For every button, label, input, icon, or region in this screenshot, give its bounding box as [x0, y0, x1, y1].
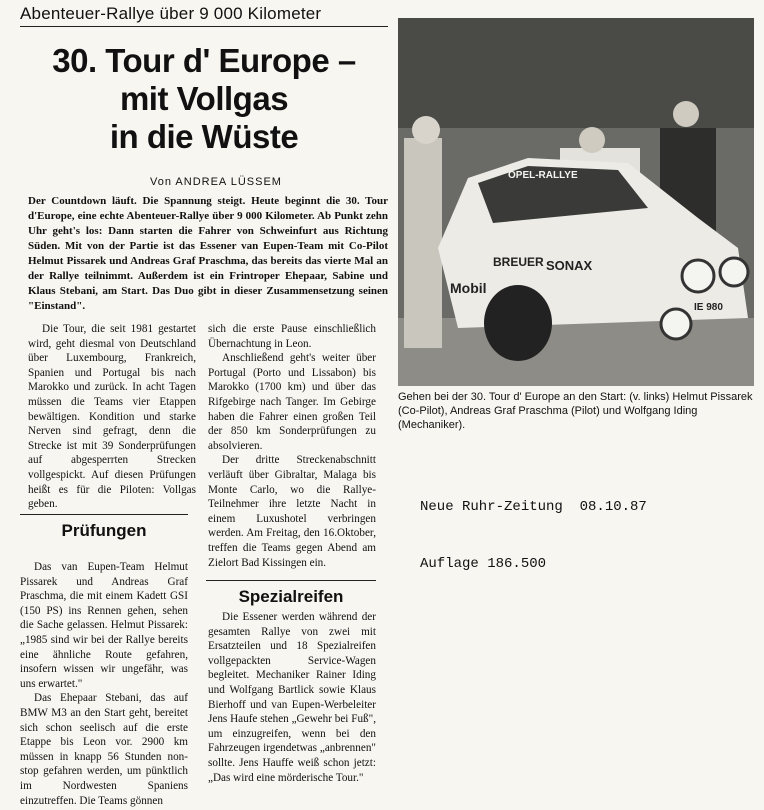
column-2: [208, 322, 376, 570]
subheading-pruefungen: Prüfungen: [20, 514, 188, 541]
paragraph: Das van Eupen-Team Helmut Pissarek und Andreas Graf Praschma, die mit einem Kadett GSI (150 PS) ins Rennen gehen, sehen die Sache gelassen. Helmut Pissarek: „1985 sind wir bei der Rallye bereits eine ähnliche Route gefahren, insofern wissen wir ungefähr, was uns erwartet.": [20, 561, 188, 690]
paragraph: Die Tour, die seit 1981 gestartet wird, geht diesmal von Deutschland über Luxembourg, Frankreich, Spanien und Portugal bis nach Marokko und zurück. In acht Tagen müssen die Teams vier Etappen bewältigen. Kondition und starke Nerven sind gefragt, denn die Strecke ist mit 39 Sonderprüfungen auf abgesperrten Strecken vollgespickt. Auf diesen Prüfungen heißt es für die Piloten: Vollgas geben.: [28, 323, 196, 511]
stamp-line-2: Auflage 186.500: [420, 556, 547, 572]
column-2-continued: [208, 610, 376, 785]
car-text-breuer: BREUER: [493, 255, 544, 269]
paragraph: Anschließend geht's weiter über Portugal (Porto und Lissabon) bis Marokko (1700 km) und über das Rifgebirge nach Tanger. Im Gebirge haben die Fahrer einen großen Teil der 850 km Sonderprüfungen zu absolvieren.: [208, 352, 376, 452]
subheading-spezialreifen: Spezialreifen: [206, 580, 376, 607]
photo-caption: Gehen bei der 30. Tour d' Europe an den Start: (v. links) Helmut Pissarek (Co-Pilot), Andreas Graf Praschma (Pilot) und Wolfgang Iding (Mechaniker).: [398, 391, 753, 431]
lead-paragraph: Der Countdown läuft. Die Spannung steigt. Heute beginnt die 30. Tour d'Europe, eine echte Abenteuer-Rallye über 9 000 Kilometer. Ab Punkt zehn Uhr geht's los: Dann starten die Fahrer von Schweinfurt aus Richtung Süden. Mit von der Partie ist das Essener van Eupen-Team mit Co-Pilot Helmut Pissarek und Andreas Graf Praschma, das bereits das vierte Mal an der Rallye teilnimmt. Außerdem ist ein Frintroper Ehepaar, Sabine und Klaus Stebani, am Start. Das Duo gibt in dieser Zusammensetzung seinen "Einstand".: [28, 195, 388, 312]
byline: Von ANDREA LÜSSEM: [150, 176, 282, 188]
rally-car-photo: [398, 18, 754, 386]
headline: [18, 42, 390, 156]
headline-line-1: 30. Tour d' Europe –: [52, 42, 356, 79]
paragraph: Das Ehepaar Stebani, das auf BMW M3 an den Start geht, bereitet sich schon seelisch auf die erste Etappe bis Leon vor. 2900 km müssen in knapp 56 Stunden non-stop gefahren werden, um pünktlich im Nordwesten Spaniens einzutreffen. Die Teams gönnen: [20, 692, 188, 807]
car-text-sonax: SONAX: [546, 258, 593, 273]
column-1: [28, 322, 196, 512]
kicker: Abenteuer-Rallye über 9 000 Kilometer: [20, 4, 388, 27]
car-text-mobil: Mobil: [450, 280, 487, 296]
car-text-plate: IE 980: [694, 302, 723, 313]
headline-line-3: in die Wüste: [109, 118, 299, 155]
paragraph: Die Essener werden während der gesamten Rallye von zwei mit Ersatzteilen und 18 Spezialreifen vollgepackten Service-Wagen begleitet. Mechaniker Rainer Iding und Wolfgang Bartlick sowie Klaus Bierhoff und van Eupen-Werbeleiter Jens Haufe stehen „Gewehr bei Fuß", um einzugreifen, wenn bei den Fahrzeugen irgendetwas „anbrennen" sollte. Jens Hauffe weiß schon jetzt: „Das wird eine mörderische Tour.": [208, 611, 376, 784]
stamp-line-1: Neue Ruhr-Zeitung 08.10.87: [420, 499, 647, 515]
paragraph: sich die erste Pause einschließlich Übernachtung in Leon.: [208, 323, 376, 350]
column-1-continued: [20, 560, 188, 808]
paragraph: Der dritte Streckenabschnitt verläuft über Gibraltar, Malaga bis Monte Carlo, wo die Rallye-Teilnehmer ihre letzte Nacht in einem Luxushotel verbringen werden. Am Freitag, den 16.Oktober, treffen die Teams gegen Abend am Zielort Bad Kissingen ein.: [208, 454, 376, 569]
source-stamp: [420, 460, 750, 593]
headline-line-2: mit Vollgas: [119, 80, 289, 117]
car-text-opel: OPEL-RALLYE: [508, 170, 578, 181]
photo-drawing: [398, 18, 754, 386]
